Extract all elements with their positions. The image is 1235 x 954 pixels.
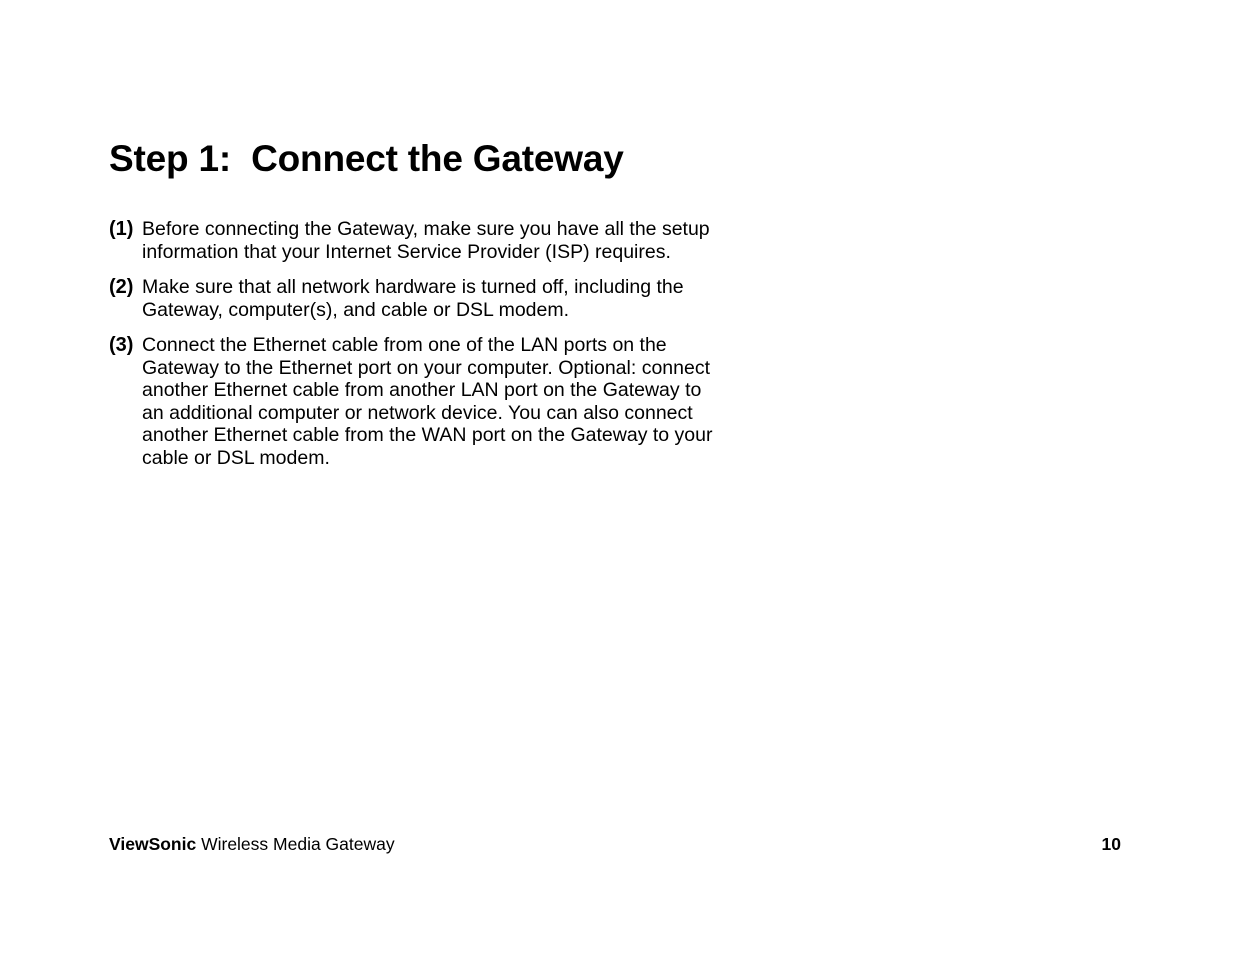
page-number: 10	[1101, 834, 1121, 854]
page-footer	[109, 833, 1121, 855]
list-item	[109, 276, 719, 321]
footer-brand: ViewSonic	[109, 834, 197, 854]
step-number: (2)	[109, 276, 134, 298]
step-text: Make sure that all network hardware is turned off, including the Gateway, computer(s), and cable or DSL modem.	[142, 276, 684, 321]
footer-product-name: Wireless Media Gateway	[196, 834, 395, 854]
list-item	[109, 334, 719, 469]
step-text: Connect the Ethernet cable from one of the LAN ports on the Gateway to the Ethernet port on your computer. Optional: connect another Ethernet cable from another LAN port on the Gateway to an additional computer or network device. You can also connect another Ethernet cable from the WAN port on the Gateway to your cable or DSL modem.	[142, 334, 713, 469]
step-text: Before connecting the Gateway, make sure you have all the setup information that your Internet Service Provider (ISP) requires.	[142, 218, 710, 263]
step-number: (1)	[109, 218, 134, 240]
steps-list	[109, 218, 719, 482]
step-number: (3)	[109, 334, 134, 356]
list-item	[109, 218, 719, 263]
page-title: Step 1: Connect the Gateway	[109, 138, 624, 179]
